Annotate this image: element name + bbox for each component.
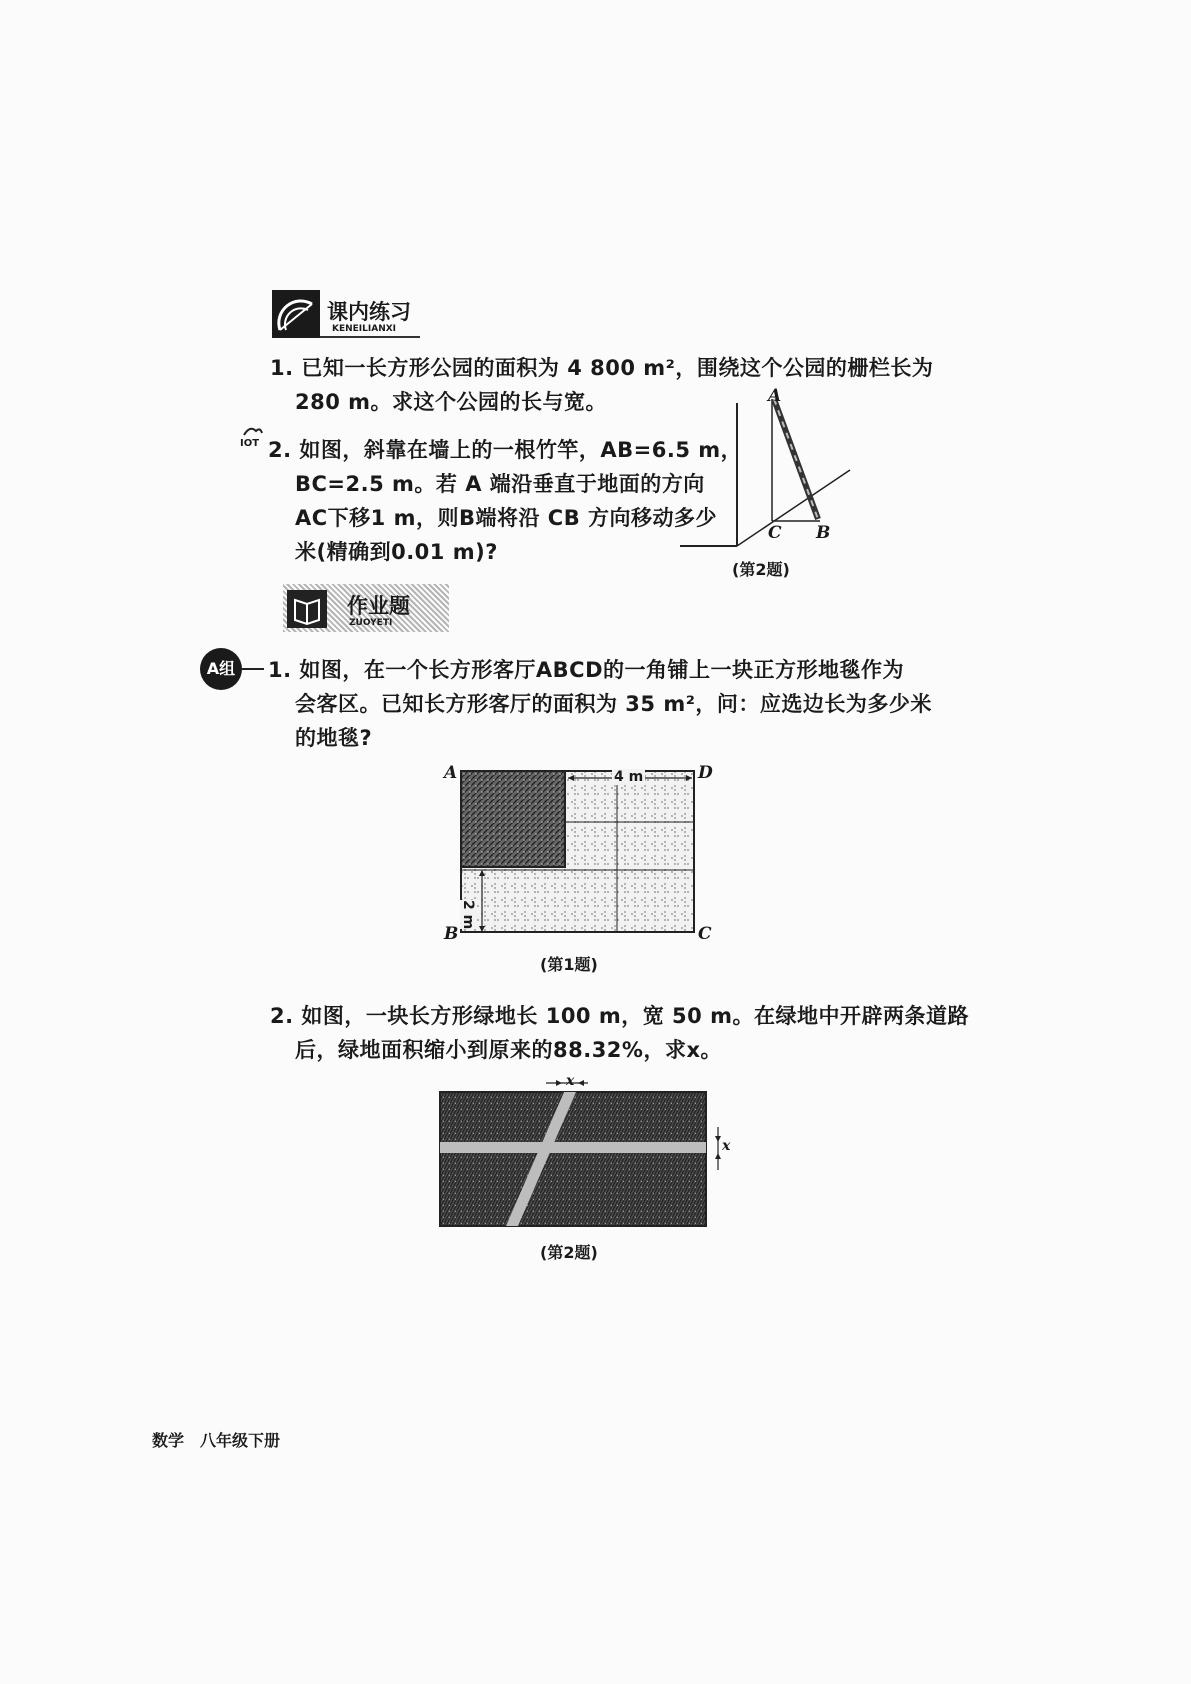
group-a-connector — [242, 668, 264, 670]
homework-q2-line2: 后，绿地面积缩小到原来的88.32%，求x。 — [295, 1038, 723, 1062]
fig-label-c: C — [768, 523, 782, 543]
q2-icon-badge: IOT — [240, 438, 260, 449]
homework-q2-line1: 2. 如图，一块长方形绿地长 100 m，宽 50 m。在绿地中开辟两条道路 — [270, 1004, 969, 1028]
practice-fig-caption: (第2题) — [732, 560, 790, 579]
practice-q1-line2: 280 m。求这个公园的长与宽。 — [295, 390, 608, 414]
carpet-square — [461, 771, 565, 867]
protractor-icon — [272, 290, 320, 338]
fig1-label-a: A — [444, 763, 458, 783]
page-footer: 数学 八年级下册 — [152, 1431, 281, 1450]
practice-q1-line1: 1. 已知一长方形公园的面积为 4 800 m²，围绕这个公园的栅栏长为 — [270, 356, 934, 380]
fig1-label-b: B — [444, 924, 459, 944]
homework-section-header — [283, 584, 453, 634]
homework-fig2-caption: (第2题) — [540, 1243, 598, 1262]
fig1-side-dimension: 2 m — [460, 900, 476, 930]
fig2-top-x: x — [566, 1073, 575, 1089]
living-room-figure — [460, 770, 696, 935]
homework-section-title: 作业题 — [347, 594, 410, 618]
fig-label-b: B — [816, 523, 831, 543]
homework-q1-line1: 1. 如图，在一个长方形客厅ABCD的一角铺上一块正方形地毯作为 — [268, 658, 905, 682]
practice-section-subtitle: KENEILIANXI — [332, 324, 397, 334]
practice-q2-line1: 2. 如图，斜靠在墙上的一根竹竿，AB=6.5 m， — [268, 438, 743, 462]
practice-section-header — [272, 290, 422, 340]
homework-q1-line2: 会客区。已知长方形客厅的面积为 35 m²，问：应选边长为多少米 — [295, 692, 932, 716]
practice-q2-line4: 米(精确到0.01 m)? — [295, 540, 498, 564]
fig1-label-d: D — [698, 763, 713, 783]
green-land-figure — [436, 1072, 726, 1232]
practice-q2-line3: AC下移1 m，则B端将沿 CB 方向移动多少 — [295, 506, 718, 530]
homework-fig1-caption: (第1题) — [540, 955, 598, 974]
homework-q1-line3: 的地毯? — [295, 726, 373, 750]
group-a-label: A组 — [206, 659, 236, 678]
fig1-top-dimension: 4 m — [614, 769, 644, 785]
header-underline — [320, 336, 420, 338]
book-icon — [287, 590, 327, 628]
homework-section-subtitle: ZUOYETI — [349, 618, 393, 628]
hand-icon — [242, 425, 264, 439]
horizontal-road — [440, 1142, 706, 1153]
group-a-badge — [200, 648, 242, 690]
fig2-side-x: x — [722, 1138, 731, 1154]
practice-section-title: 课内练习 — [327, 300, 411, 324]
fig1-label-c: C — [698, 924, 712, 944]
fig-label-a: A — [768, 386, 782, 406]
practice-q2-line2: BC=2.5 m。若 A 端沿垂直于地面的方向 — [295, 472, 705, 496]
